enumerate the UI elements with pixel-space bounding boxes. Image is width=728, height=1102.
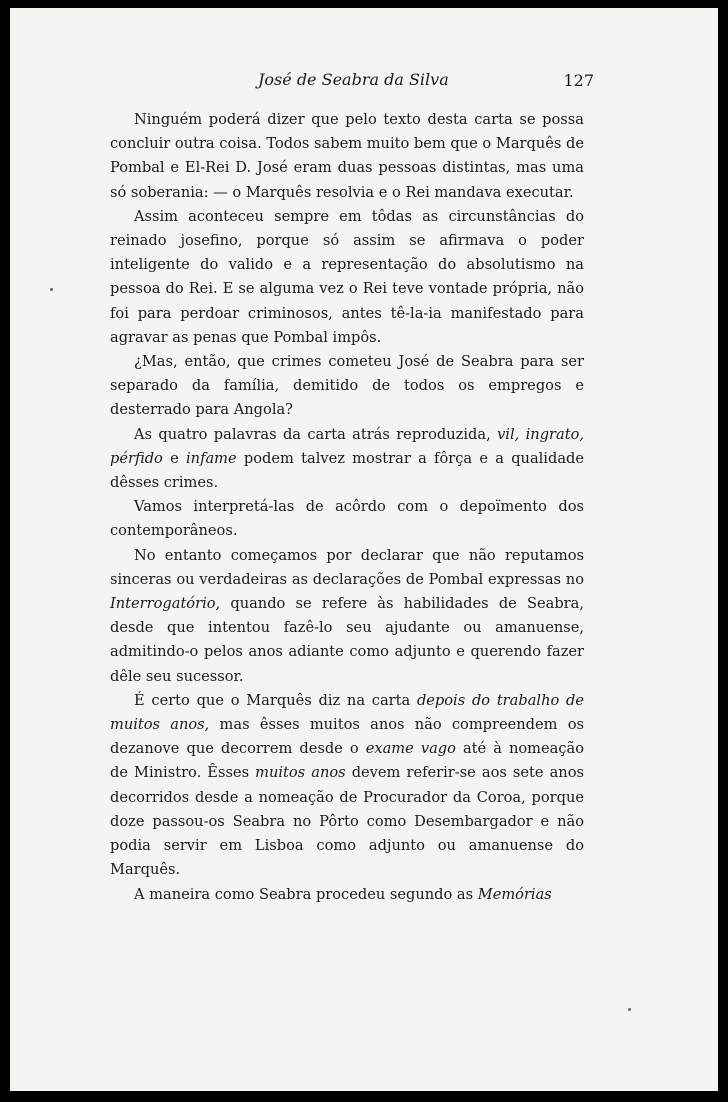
text-run: devem referir-se aos sete anos decorridos desde a nomeação de Procurador da Coroa, porque doze passou-os Seabra no Pôrto como Desembargador e não podia servir em Lisboa como adjunto ou amanuense do Marquês.: [110, 764, 584, 879]
body-text: [110, 108, 584, 907]
paragraph: [110, 423, 584, 496]
italic-text: Memórias: [477, 885, 552, 903]
text-run: quando se refere às habilidades de Seabra, desde que intentou fazê-lo seu ajudante ou amanuense, admitindo-o pelos anos adiante como adjunto e querendo fazer dêle seu sucessor.: [110, 595, 584, 685]
paragraph: [110, 108, 584, 205]
text-run: podem talvez mostrar a fôrça e a qualidade dêsses crimes.: [110, 449, 584, 492]
italic-text: muitos anos: [255, 764, 346, 782]
text-run: Vamos interpretá-las de acôrdo com o depoïmento dos contemporâneos.: [110, 498, 584, 540]
book-page: [10, 8, 718, 1091]
text-run: Ninguém poderá dizer que pelo texto desta carta se possa concluir outra coisa. Todos sabem muito bem que o Marquês de Pombal e El-Rei D. José eram duas pessoas distintas, mas uma só soberania: — o Marquês resolvia e o Rei mandava executar.: [110, 111, 584, 201]
italic-text: infame: [186, 449, 237, 467]
paragraph: [110, 883, 584, 907]
paragraph: [110, 350, 584, 423]
text-run: As quatro palavras da carta atrás reproduzida,: [134, 425, 498, 443]
text-run: No entanto começamos por declarar que não reputamos sinceras ou verdadeiras as declarações de Pombal expressas no: [110, 546, 584, 588]
text-run: É certo que o Marquês diz na carta: [134, 691, 417, 709]
paragraph: [110, 544, 584, 689]
italic-text: Interrogatório,: [110, 595, 221, 613]
paper-speck: [628, 1008, 631, 1011]
text-run: mas êsses muitos anos não compreendem os dezanove que decorrem desde o: [110, 716, 584, 758]
paper-speck: [50, 288, 53, 291]
text-run: Assim aconteceu sempre em tôdas as circunstâncias do reinado josefino, porque só assim se afirmava o poder inteligente do valido e a representação do absolutismo na pessoa do Rei. E se alguma vez o Rei teve vontade própria, não foi para perdoar criminosos, antes tê-la-ia manifestado para agravar as penas que Pombal impôs.: [110, 207, 584, 346]
text-run: ¿Mas, então, que crimes cometeu José de Seabra para ser separado da família, demitido de todos os empregos e desterrado para Angola?: [110, 353, 584, 419]
italic-text: exame vago: [365, 740, 456, 758]
italic-text: vil, ingrato, pérfido: [110, 425, 585, 467]
text-run: até à nomeação de Ministro. Êsses: [110, 740, 585, 782]
paragraph: [110, 205, 584, 350]
text-run: A maneira como Seabra procedeu segundo as: [134, 885, 478, 903]
running-title: José de Seabra da Silva: [258, 70, 449, 89]
page-number: 127: [563, 71, 594, 90]
italic-text: depois do trabalho de muitos anos,: [110, 691, 584, 734]
paragraph: [110, 689, 584, 883]
paragraph: [110, 495, 584, 543]
text-run: e: [162, 449, 186, 467]
page-header: [110, 70, 610, 98]
